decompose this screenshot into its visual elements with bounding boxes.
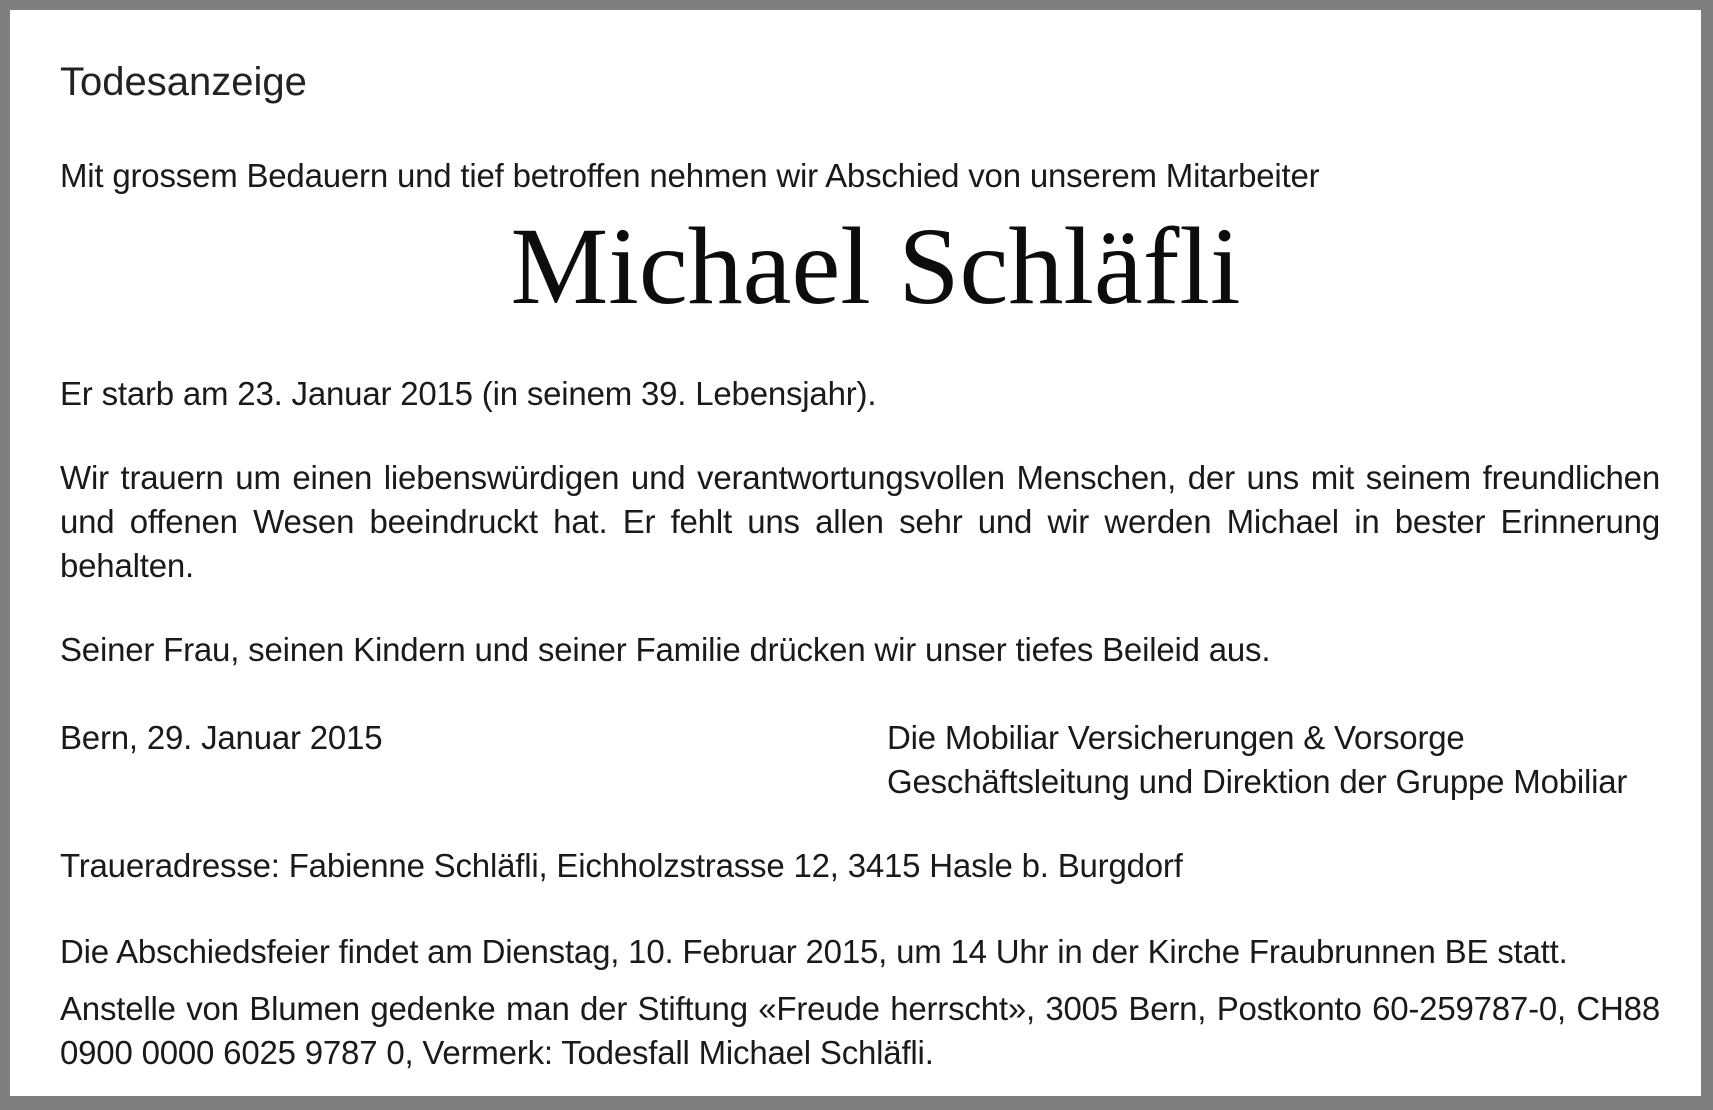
obituary-notice xyxy=(10,10,1701,1096)
signature-line-1: Die Mobiliar Versicherungen & Vorsorge xyxy=(887,719,1465,756)
notice-heading: Todesanzeige xyxy=(60,60,307,104)
deceased-name: Michael Schläfli xyxy=(510,205,1241,327)
donation-paragraph: Anstelle von Blumen gedenke man der Stiftung «Freude herrscht», 3005 Bern, Postkonto 60-259787-0, CH88 0900 0000 6025 9787 0, Vermerk: Todesfall Michael Schläfli. xyxy=(60,990,1660,1071)
condolence-text: Seiner Frau, seinen Kindern und seiner Familie drücken wir unser tiefes Beileid aus. xyxy=(60,631,1271,668)
death-date-text: Er starb am 23. Januar 2015 (in seinem 39. Lebensjahr). xyxy=(60,375,877,412)
signature-line-2: Geschäftsleitung und Direktion der Gruppe Mobiliar xyxy=(887,763,1628,800)
tribute-paragraph: Wir trauern um einen liebenswürdigen und verantwortungsvollen Menschen, der uns mit seinem freundlichen und offenen Wesen beeindruckt hat. Er fehlt uns allen sehr und wir werden Michael in bester Erinnerung behalten. xyxy=(60,459,1660,584)
ceremony-text: Die Abschiedsfeier findet am Dienstag, 10. Februar 2015, um 14 Uhr in der Kirche Fraubrunnen BE statt. xyxy=(60,933,1568,970)
place-date: Bern, 29. Januar 2015 xyxy=(60,719,383,756)
mourning-address: Traueradresse: Fabienne Schläfli, Eichholzstrasse 12, 3415 Hasle b. Burgdorf xyxy=(60,847,1183,884)
intro-text: Mit grossem Bedauern und tief betroffen nehmen wir Abschied von unserem Mitarbeiter xyxy=(60,157,1320,194)
